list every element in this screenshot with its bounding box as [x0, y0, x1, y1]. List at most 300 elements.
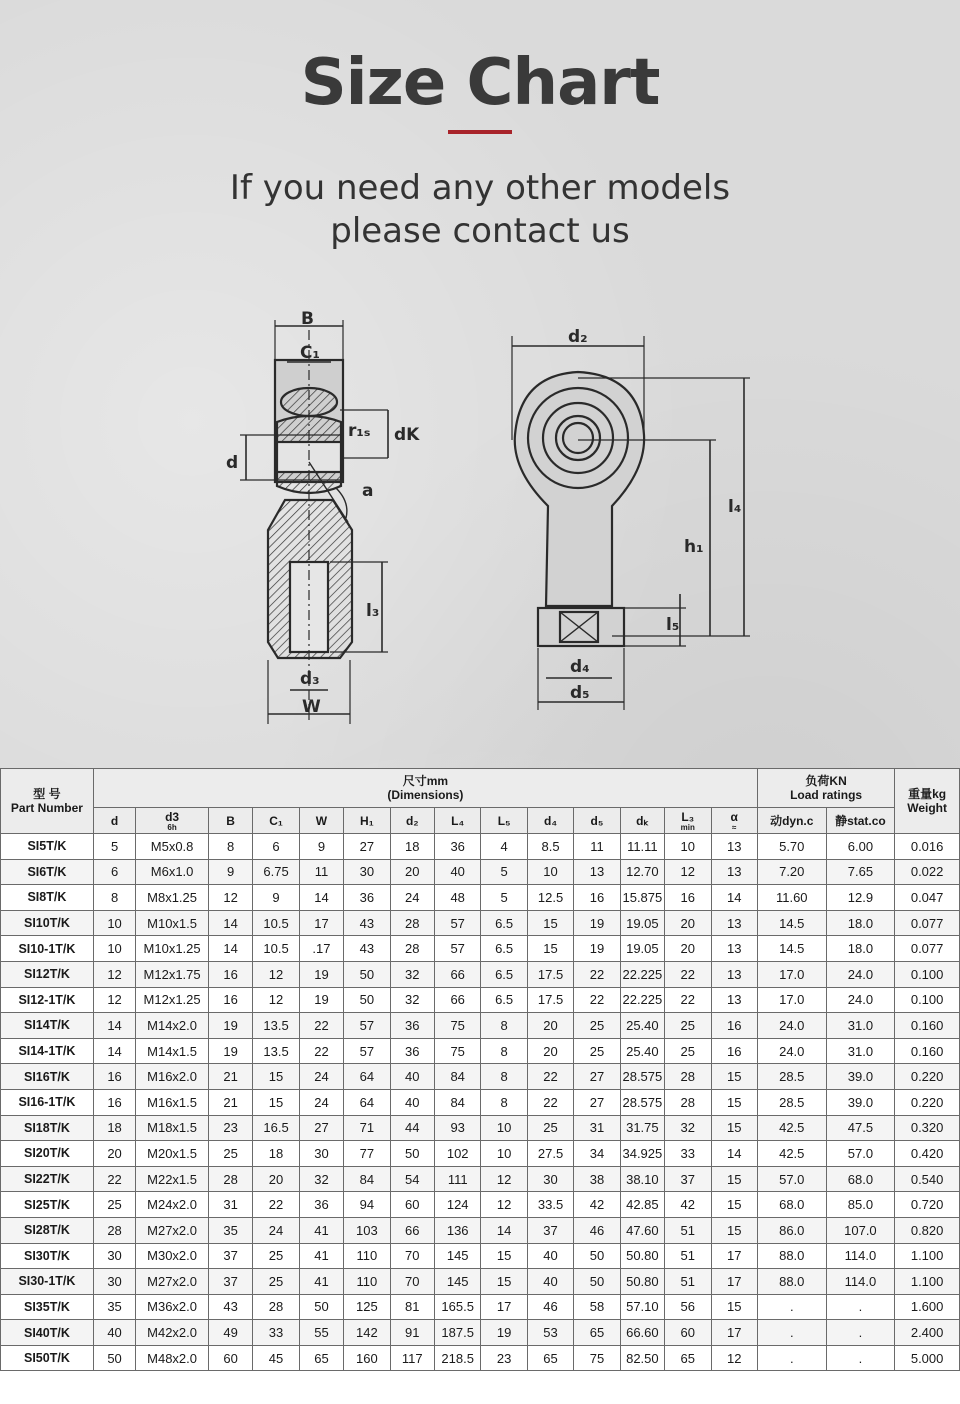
table-cell: 50 — [574, 1243, 620, 1269]
column-header: dₖ — [620, 808, 664, 834]
table-cell: M12x1.75 — [136, 961, 209, 987]
table-cell: 15 — [711, 1064, 757, 1090]
table-cell: 14 — [93, 1038, 135, 1064]
table-cell: 24 — [390, 885, 434, 911]
table-cell: 22 — [665, 987, 711, 1013]
table-cell: M6x1.0 — [136, 859, 209, 885]
table-column-header — [1, 808, 960, 834]
table-cell: 17 — [711, 1269, 757, 1295]
table-row — [1, 1269, 960, 1295]
table-cell: 58 — [574, 1294, 620, 1320]
table-cell: 10 — [93, 936, 135, 962]
table-cell: 0.320 — [895, 1115, 960, 1141]
table-cell: 18 — [253, 1141, 299, 1167]
table-cell: 36 — [299, 1192, 343, 1218]
table-cell: 66 — [434, 961, 480, 987]
table-cell: 4 — [481, 834, 527, 860]
table-cell: 93 — [434, 1115, 480, 1141]
table-cell: 6.5 — [481, 987, 527, 1013]
table-cell: 8.5 — [527, 834, 573, 860]
table-cell: 0.220 — [895, 1064, 960, 1090]
table-cell: M20x1.5 — [136, 1141, 209, 1167]
table-cell: 0.820 — [895, 1217, 960, 1243]
table-cell: 111 — [434, 1166, 480, 1192]
table-cell: 60 — [390, 1192, 434, 1218]
table-cell: 0.100 — [895, 987, 960, 1013]
table-cell: 21 — [208, 1089, 252, 1115]
table-cell: 19.05 — [620, 910, 664, 936]
table-cell: 65 — [527, 1345, 573, 1371]
part-number-cell: SI12-1T/K — [1, 987, 94, 1013]
table-cell: 10 — [665, 834, 711, 860]
table-cell: 19 — [299, 961, 343, 987]
table-cell: 0.077 — [895, 936, 960, 962]
table-cell: 25 — [574, 1013, 620, 1039]
table-cell: 27 — [299, 1115, 343, 1141]
table-cell: 66.60 — [620, 1320, 664, 1346]
table-cell: M42x2.0 — [136, 1320, 209, 1346]
table-cell: 36 — [434, 834, 480, 860]
table-row — [1, 936, 960, 962]
table-cell: 25 — [253, 1269, 299, 1295]
table-cell: 0.047 — [895, 885, 960, 911]
table-cell: 94 — [344, 1192, 390, 1218]
table-cell: . — [826, 1294, 895, 1320]
table-cell: 15 — [253, 1064, 299, 1090]
table-cell: M5x0.8 — [136, 834, 209, 860]
table-cell: 42.85 — [620, 1192, 664, 1218]
table-cell: 22 — [665, 961, 711, 987]
table-cell: 30 — [93, 1269, 135, 1295]
table-row — [1, 1217, 960, 1243]
table-cell: 24.0 — [826, 987, 895, 1013]
table-cell: 31 — [574, 1115, 620, 1141]
part-number-cell: SI16T/K — [1, 1064, 94, 1090]
table-cell: 125 — [344, 1294, 390, 1320]
table-cell: 50 — [93, 1345, 135, 1371]
table-cell: 40 — [93, 1320, 135, 1346]
load-column-header: 动dyn.c — [757, 808, 826, 834]
column-header: d3 6h — [136, 808, 209, 834]
table-cell: 22 — [299, 1013, 343, 1039]
table-cell: 16 — [208, 961, 252, 987]
table-cell: 75 — [434, 1038, 480, 1064]
table-cell: M16x2.0 — [136, 1064, 209, 1090]
table-cell: 22 — [574, 961, 620, 987]
table-cell: 57.10 — [620, 1294, 664, 1320]
table-cell: 0.220 — [895, 1089, 960, 1115]
table-cell: 114.0 — [826, 1243, 895, 1269]
table-cell: 21 — [208, 1064, 252, 1090]
table-cell: 66 — [434, 987, 480, 1013]
table-cell: 27 — [574, 1064, 620, 1090]
table-row — [1, 1243, 960, 1269]
load-column-header: 静stat.co — [826, 808, 895, 834]
table-cell: 37 — [208, 1243, 252, 1269]
table-cell: 19 — [299, 987, 343, 1013]
table-cell: 15 — [711, 1192, 757, 1218]
table-cell: 0.420 — [895, 1141, 960, 1167]
part-number-cell: SI35T/K — [1, 1294, 94, 1320]
table-cell: 12 — [711, 1345, 757, 1371]
table-cell: 110 — [344, 1243, 390, 1269]
table-cell: 12 — [208, 885, 252, 911]
table-cell: 25.40 — [620, 1013, 664, 1039]
table-cell: 38 — [574, 1166, 620, 1192]
table-cell: 40 — [527, 1269, 573, 1295]
table-cell: 24 — [299, 1089, 343, 1115]
table-cell: 85.0 — [826, 1192, 895, 1218]
table-cell: 16 — [93, 1064, 135, 1090]
label-l5: l₅ — [666, 615, 680, 635]
table-cell: 25 — [527, 1115, 573, 1141]
table-row — [1, 961, 960, 987]
table-cell: 14 — [481, 1217, 527, 1243]
page-title: Size Chart — [300, 46, 660, 120]
table-cell: 6.5 — [481, 910, 527, 936]
table-cell: 43 — [344, 910, 390, 936]
table-cell: 218.5 — [434, 1345, 480, 1371]
table-cell: 28 — [253, 1294, 299, 1320]
title-underline — [448, 130, 512, 134]
table-cell: 19 — [481, 1320, 527, 1346]
table-cell: 36 — [390, 1013, 434, 1039]
table-cell: 50.80 — [620, 1243, 664, 1269]
table-cell: 0.100 — [895, 961, 960, 987]
table-row — [1, 1320, 960, 1346]
table-cell: 36 — [390, 1038, 434, 1064]
table-cell: 9 — [208, 859, 252, 885]
table-cell: 40 — [434, 859, 480, 885]
table-cell: 32 — [390, 987, 434, 1013]
table-cell: 54 — [390, 1166, 434, 1192]
table-cell: 8 — [93, 885, 135, 911]
part-number-cell: SI25T/K — [1, 1192, 94, 1218]
table-cell: 20 — [665, 936, 711, 962]
table-group-header — [1, 769, 960, 808]
table-cell: 46 — [574, 1217, 620, 1243]
table-cell: 25 — [665, 1038, 711, 1064]
table-cell: 14 — [711, 1141, 757, 1167]
rod-end-drawing — [0, 290, 960, 730]
table-cell: M8x1.25 — [136, 885, 209, 911]
table-cell: 51 — [665, 1217, 711, 1243]
table-cell: 27.5 — [527, 1141, 573, 1167]
table-cell: 25 — [574, 1038, 620, 1064]
table-cell: 16 — [665, 885, 711, 911]
table-cell: 17.0 — [757, 987, 826, 1013]
table-cell: 41 — [299, 1269, 343, 1295]
table-cell: 165.5 — [434, 1294, 480, 1320]
table-row — [1, 1089, 960, 1115]
table-cell: 24.0 — [757, 1038, 826, 1064]
table-cell: 145 — [434, 1243, 480, 1269]
table-cell: 19 — [574, 910, 620, 936]
table-cell: 60 — [208, 1345, 252, 1371]
table-cell: M48x2.0 — [136, 1345, 209, 1371]
part-number-cell: SI22T/K — [1, 1166, 94, 1192]
table-row — [1, 885, 960, 911]
table-cell: .17 — [299, 936, 343, 962]
table-cell: 22.225 — [620, 987, 664, 1013]
table-cell: 24 — [299, 1064, 343, 1090]
part-number-cell: SI8T/K — [1, 885, 94, 911]
table-cell: 5.000 — [895, 1345, 960, 1371]
label-d5: d₅ — [570, 683, 590, 703]
table-cell: 45 — [253, 1345, 299, 1371]
table-row — [1, 1141, 960, 1167]
table-cell: 28 — [93, 1217, 135, 1243]
table-cell: 1.100 — [895, 1269, 960, 1295]
table-cell: 0.022 — [895, 859, 960, 885]
table-cell: 0.160 — [895, 1038, 960, 1064]
table-cell: 71 — [344, 1115, 390, 1141]
table-cell: 64 — [344, 1089, 390, 1115]
table-cell: M27x2.0 — [136, 1269, 209, 1295]
table-cell: 66 — [390, 1217, 434, 1243]
label-b: B — [301, 309, 314, 329]
table-cell: 41 — [299, 1243, 343, 1269]
table-cell: 56 — [665, 1294, 711, 1320]
column-header: C₁ — [253, 808, 299, 834]
table-cell: 49 — [208, 1320, 252, 1346]
column-header: B — [208, 808, 252, 834]
label-c1: C₁ — [300, 343, 320, 363]
table-cell: 27 — [344, 834, 390, 860]
table-cell: 12 — [481, 1192, 527, 1218]
table-cell: 10 — [481, 1141, 527, 1167]
table-cell: 22 — [93, 1166, 135, 1192]
table-cell: 22 — [253, 1192, 299, 1218]
table-cell: 84 — [344, 1166, 390, 1192]
table-cell: M27x2.0 — [136, 1217, 209, 1243]
column-header: d₂ — [390, 808, 434, 834]
table-cell: 18 — [93, 1115, 135, 1141]
table-cell: 60 — [665, 1320, 711, 1346]
table-cell: 13 — [711, 834, 757, 860]
part-number-cell: SI28T/K — [1, 1217, 94, 1243]
table-cell: 41 — [299, 1217, 343, 1243]
table-cell: 70 — [390, 1243, 434, 1269]
table-cell: 8 — [481, 1064, 527, 1090]
table-cell: 47.5 — [826, 1115, 895, 1141]
label-l3: l₃ — [366, 601, 380, 621]
table-cell: 15.875 — [620, 885, 664, 911]
table-cell: 22 — [527, 1064, 573, 1090]
table-cell: 39.0 — [826, 1089, 895, 1115]
table-cell: M16x1.5 — [136, 1089, 209, 1115]
table-cell: 38.10 — [620, 1166, 664, 1192]
table-cell: 34.925 — [620, 1141, 664, 1167]
table-cell: 12 — [253, 961, 299, 987]
table-cell: 187.5 — [434, 1320, 480, 1346]
table-cell: 50 — [344, 987, 390, 1013]
table-cell: 17 — [299, 910, 343, 936]
table-cell: 15 — [527, 910, 573, 936]
table-cell: 50 — [299, 1294, 343, 1320]
table-row — [1, 1166, 960, 1192]
table-cell: 24.0 — [757, 1013, 826, 1039]
table-cell: 57 — [434, 936, 480, 962]
table-cell: 15 — [711, 1166, 757, 1192]
table-cell: 8 — [208, 834, 252, 860]
label-d4: d₄ — [570, 657, 590, 677]
table-cell: 19 — [208, 1038, 252, 1064]
column-header: d₄ — [527, 808, 573, 834]
table-row — [1, 987, 960, 1013]
table-cell: 136 — [434, 1217, 480, 1243]
table-row — [1, 1345, 960, 1371]
size-table — [0, 768, 960, 1371]
table-cell: 12 — [665, 859, 711, 885]
table-cell: 36 — [344, 885, 390, 911]
table-cell: 17 — [481, 1294, 527, 1320]
table-cell: 17.5 — [527, 961, 573, 987]
table-cell: 40 — [527, 1243, 573, 1269]
table-cell: 22 — [574, 987, 620, 1013]
table-cell: 28.575 — [620, 1064, 664, 1090]
table-cell: 25 — [253, 1243, 299, 1269]
table-cell: 84 — [434, 1089, 480, 1115]
part-number-cell: SI10T/K — [1, 910, 94, 936]
table-cell: 42.5 — [757, 1141, 826, 1167]
table-cell: 22 — [527, 1089, 573, 1115]
side-section-view — [226, 309, 420, 724]
table-cell: 31.75 — [620, 1115, 664, 1141]
table-cell: 37 — [208, 1269, 252, 1295]
table-cell: 9 — [253, 885, 299, 911]
column-header: α ≈ — [711, 808, 757, 834]
table-cell: 17.0 — [757, 961, 826, 987]
table-cell: 160 — [344, 1345, 390, 1371]
table-cell: 6.75 — [253, 859, 299, 885]
table-cell: 10 — [481, 1115, 527, 1141]
table-cell: 33 — [253, 1320, 299, 1346]
part-number-cell: SI5T/K — [1, 834, 94, 860]
table-cell: 88.0 — [757, 1243, 826, 1269]
table-cell: 47.60 — [620, 1217, 664, 1243]
table-cell: 27 — [574, 1089, 620, 1115]
table-cell: 37 — [527, 1217, 573, 1243]
table-cell: M10x1.5 — [136, 910, 209, 936]
table-cell: 11.60 — [757, 885, 826, 911]
table-cell: 40 — [390, 1089, 434, 1115]
table-cell: M10x1.25 — [136, 936, 209, 962]
table-cell: 16 — [574, 885, 620, 911]
header-weight: 重量kg Weight — [895, 769, 960, 834]
table-row — [1, 1038, 960, 1064]
table-cell: 7.20 — [757, 859, 826, 885]
table-cell: 7.65 — [826, 859, 895, 885]
table-cell: 86.0 — [757, 1217, 826, 1243]
table-cell: 25 — [93, 1192, 135, 1218]
table-cell: 57 — [344, 1013, 390, 1039]
table-cell: 20 — [93, 1141, 135, 1167]
table-cell: 9 — [299, 834, 343, 860]
table-cell: 14 — [711, 885, 757, 911]
table-cell: 50 — [574, 1269, 620, 1295]
table-cell: 17.5 — [527, 987, 573, 1013]
table-cell: 5 — [481, 885, 527, 911]
table-cell: 5 — [93, 834, 135, 860]
table-cell: M14x2.0 — [136, 1013, 209, 1039]
table-cell: 14 — [93, 1013, 135, 1039]
table-cell: 0.077 — [895, 910, 960, 936]
table-cell: 24.0 — [826, 961, 895, 987]
table-cell: 17 — [711, 1243, 757, 1269]
table-cell: 28.5 — [757, 1064, 826, 1090]
subtitle-line-1: If you need any other models — [229, 168, 731, 208]
table-cell: 70 — [390, 1269, 434, 1295]
table-cell: 13 — [711, 910, 757, 936]
part-number-cell: SI40T/K — [1, 1320, 94, 1346]
table-cell: 15 — [711, 1217, 757, 1243]
table-cell: 32 — [390, 961, 434, 987]
table-cell: 30 — [93, 1243, 135, 1269]
table-cell: 20 — [253, 1166, 299, 1192]
table-cell: 145 — [434, 1269, 480, 1295]
table-row — [1, 1064, 960, 1090]
table-cell: 103 — [344, 1217, 390, 1243]
table-cell: 28 — [390, 936, 434, 962]
table-cell: 57.0 — [757, 1166, 826, 1192]
table-cell: 28 — [665, 1089, 711, 1115]
table-row — [1, 1192, 960, 1218]
table-cell: 57 — [344, 1038, 390, 1064]
table-cell: 14.5 — [757, 910, 826, 936]
table-cell: 20 — [527, 1013, 573, 1039]
part-number-cell: SI20T/K — [1, 1141, 94, 1167]
table-cell: 0.720 — [895, 1192, 960, 1218]
table-cell: 30 — [527, 1166, 573, 1192]
table-cell: 10 — [93, 910, 135, 936]
table-cell: 77 — [344, 1141, 390, 1167]
front-view — [512, 327, 750, 710]
table-cell: 24 — [253, 1217, 299, 1243]
table-cell: 31 — [208, 1192, 252, 1218]
table-cell: 16 — [93, 1089, 135, 1115]
table-cell: 42 — [574, 1192, 620, 1218]
table-cell: 44 — [390, 1115, 434, 1141]
table-cell: 11 — [574, 834, 620, 860]
table-cell: 18.0 — [826, 936, 895, 962]
table-cell: 10 — [527, 859, 573, 885]
part-number-cell: SI14T/K — [1, 1013, 94, 1039]
table-cell: 46 — [527, 1294, 573, 1320]
table-cell: 2.400 — [895, 1320, 960, 1346]
table-cell: 42 — [665, 1192, 711, 1218]
table-cell: 31.0 — [826, 1038, 895, 1064]
table-cell: 57.0 — [826, 1141, 895, 1167]
table-cell: 13 — [574, 859, 620, 885]
table-cell: 88.0 — [757, 1269, 826, 1295]
table-cell: 40 — [390, 1064, 434, 1090]
column-header: L₃ min — [665, 808, 711, 834]
table-cell: 65 — [665, 1345, 711, 1371]
table-cell: 1.600 — [895, 1294, 960, 1320]
table-cell: 20 — [527, 1038, 573, 1064]
table-cell: 75 — [574, 1345, 620, 1371]
column-header: d — [93, 808, 135, 834]
table-cell: 0.540 — [895, 1166, 960, 1192]
table-cell: 19 — [574, 936, 620, 962]
table-cell: 102 — [434, 1141, 480, 1167]
table-cell: . — [826, 1345, 895, 1371]
label-d3: d₃ — [300, 669, 320, 689]
table-cell: 16 — [711, 1038, 757, 1064]
table-cell: 13 — [711, 936, 757, 962]
table-cell: 33 — [665, 1141, 711, 1167]
